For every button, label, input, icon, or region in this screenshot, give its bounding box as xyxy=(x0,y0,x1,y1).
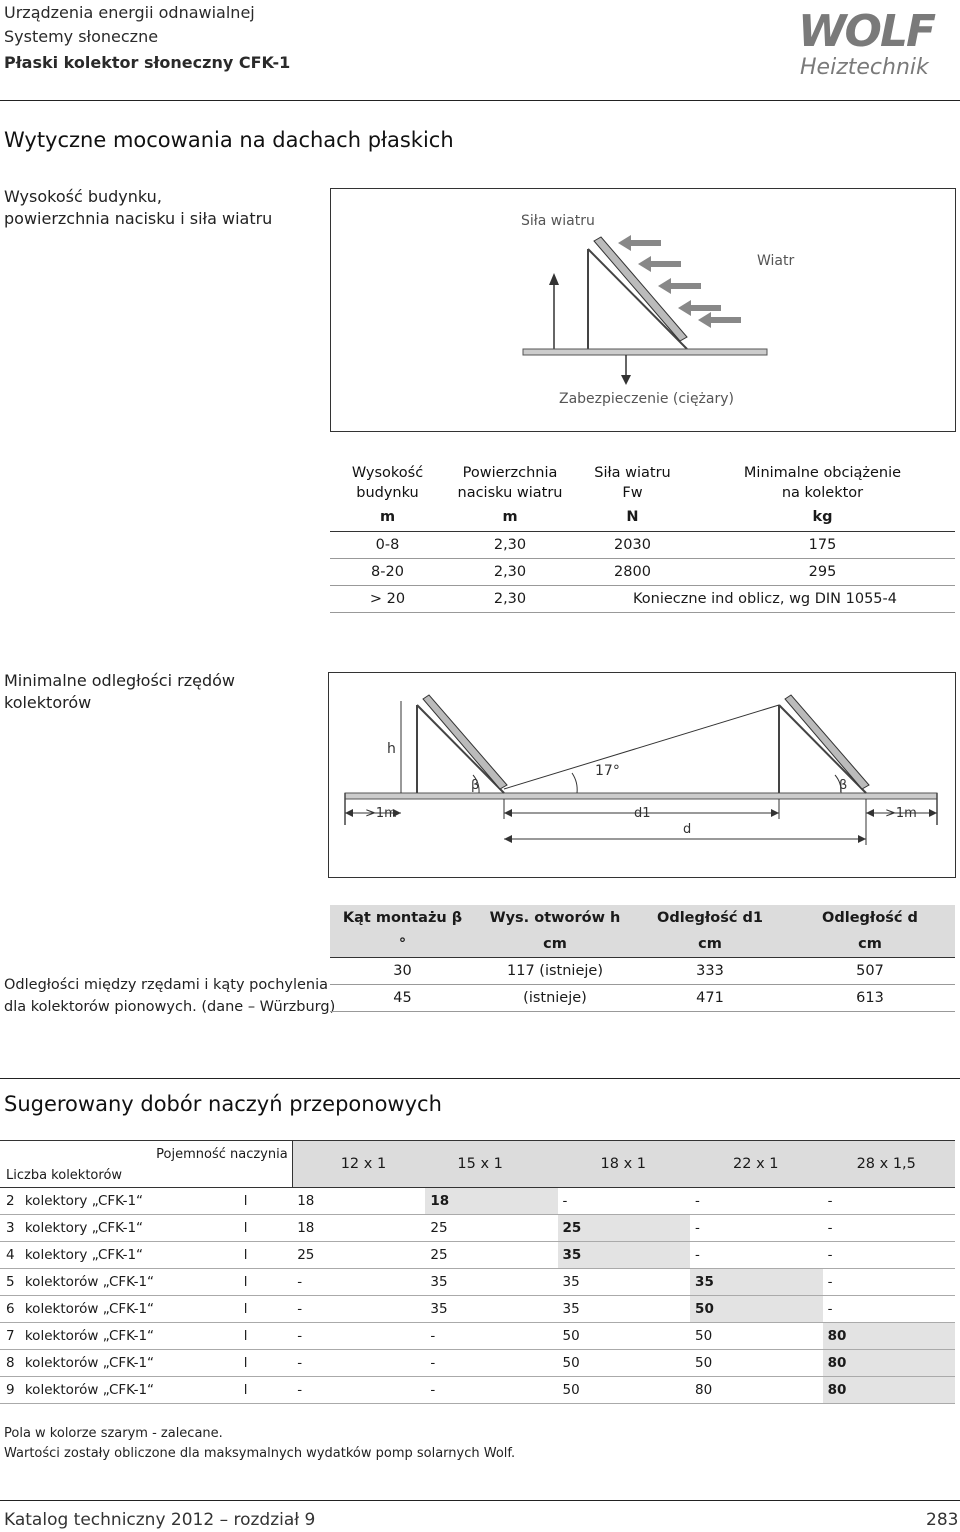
vessel-cell: - xyxy=(558,1188,691,1215)
recommended-vessel-cell: 35 xyxy=(690,1269,823,1296)
collector-label: kolektorów „CFK-1“ xyxy=(19,1296,244,1323)
vessel-cell: - xyxy=(425,1377,557,1404)
vessel-cell: 50 xyxy=(690,1350,823,1377)
vessel-cell: 25 xyxy=(425,1215,557,1242)
collector-label: kolektorów „CFK-1“ xyxy=(19,1323,244,1350)
wolf-logo xyxy=(796,4,956,78)
section2-subtitle-1: Minimalne odległości rzędów xyxy=(4,671,235,690)
logo-tagline: Heiztechnik xyxy=(800,55,929,78)
vessel-corner-cell xyxy=(0,1141,292,1188)
wind-force-label: Siła wiatru xyxy=(521,213,595,229)
vessel-note-1: Pola w kolorze szarym - zalecane. xyxy=(4,1426,223,1441)
vessel-count-header: Liczba kolektorów xyxy=(6,1168,123,1183)
vessel-cell: - xyxy=(690,1242,823,1269)
unit-label: l xyxy=(244,1242,292,1269)
section1-subtitle-2: powierzchnia nacisku i siła wiatru xyxy=(4,209,273,228)
d1-label: d1 xyxy=(634,806,651,821)
vessel-cell: 35 xyxy=(425,1269,557,1296)
table-row xyxy=(0,1215,955,1242)
beta-label: β xyxy=(471,778,480,793)
collector-count: 9 xyxy=(0,1377,19,1404)
unit-label: l xyxy=(244,1377,292,1404)
page-number: 283 xyxy=(926,1510,959,1530)
footer-catalog: Katalog techniczny 2012 – rozdział 9 xyxy=(4,1510,316,1530)
unit-label: l xyxy=(244,1323,292,1350)
collector-count: 2 xyxy=(0,1188,19,1215)
collector-count: 8 xyxy=(0,1350,19,1377)
recommended-vessel-cell: 80 xyxy=(823,1323,955,1350)
collector-label: kolektorów „CFK-1“ xyxy=(19,1350,244,1377)
vessel-cell: - xyxy=(292,1350,425,1377)
collector-count: 6 xyxy=(0,1296,19,1323)
table-row: 30 117 (istnieje) 333 507 xyxy=(330,958,955,985)
unit-label: l xyxy=(244,1269,292,1296)
gap-right-label: >1m xyxy=(885,806,917,821)
section3-title: Sugerowany dobór naczyń przeponowych xyxy=(4,1092,442,1116)
wind-col-3-header: Siła wiatru Fw xyxy=(594,465,671,501)
shadow-angle-label: 17° xyxy=(595,763,620,779)
section1-subtitle-1: Wysokość budynku, xyxy=(4,187,162,206)
collector-label: kolektorów „CFK-1“ xyxy=(19,1269,244,1296)
wind-col-2-header: Powierzchnia nacisku wiatru xyxy=(457,465,563,501)
collector-count: 7 xyxy=(0,1323,19,1350)
vessel-table: Pojemność naczynia Liczba kolektorów 12 x 1 15 x 1 18 x 1 22 x 1 28 x 1,5 2 kolektory „CFK-1“ l 18 18 - - - 3 kolektory „CFK-1“ l 18 25 25 - - 4 kolektory „CFK-1“ l 25 25 35 - - 5 kolektorów „CFK-1“ l - 35 35 35 - 6 kolektorów „CFK-1“ l - 35 35 50 - 7 kolektorów „CFK-1“ l - - 50 50 80 8 kolektorów „CFK-1“ l - - 50 50 80 9 kolektorów „CFK-1“ l - - 50 80 80 xyxy=(0,1140,955,1404)
unit-label: l xyxy=(244,1296,292,1323)
footer-rule xyxy=(0,1500,960,1501)
collector-label: kolektorów „CFK-1“ xyxy=(19,1377,244,1404)
vessel-cell: - xyxy=(292,1296,425,1323)
table-row xyxy=(0,1296,955,1323)
wind-unit: kg xyxy=(690,503,955,532)
recommended-vessel-cell: 80 xyxy=(823,1350,955,1377)
height-label: h xyxy=(387,741,396,757)
collector-count: 3 xyxy=(0,1215,19,1242)
vessel-cell: 50 xyxy=(690,1323,823,1350)
header-line-1: Urządzenia energii odnawialnej xyxy=(4,3,255,22)
vessel-cell: 18 xyxy=(292,1188,425,1215)
collector-count: 4 xyxy=(0,1242,19,1269)
vessel-cell: - xyxy=(823,1269,955,1296)
table-row xyxy=(0,1323,955,1350)
collector-count: 5 xyxy=(0,1269,19,1296)
recommended-vessel-cell: 80 xyxy=(823,1377,955,1404)
header-line-3: Płaski kolektor słoneczny CFK-1 xyxy=(4,53,291,72)
wind-label: Wiatr xyxy=(757,253,795,269)
collector-label: kolektory „CFK-1“ xyxy=(19,1242,244,1269)
vessel-cell: 35 xyxy=(558,1269,691,1296)
row-distance-note-2: dla kolektorów pionowych. (dane – Würzburg) xyxy=(4,999,336,1015)
vessel-cell: - xyxy=(292,1323,425,1350)
row-distance-diagram xyxy=(328,672,956,878)
row-distance-table: Kąt montażu β Wys. otworów h Odległość d1 Odległość d ° cm cm cm 30 117 (istnieje) 333 507 45 (istnieje) 471 613 xyxy=(330,905,955,1012)
gap-left-label: >1m xyxy=(365,806,397,821)
vessel-cell: 25 xyxy=(292,1242,425,1269)
vessel-cell: 35 xyxy=(558,1296,691,1323)
recommended-vessel-cell: 25 xyxy=(558,1215,691,1242)
collector-label: kolektory „CFK-1“ xyxy=(19,1215,244,1242)
table-row xyxy=(0,1377,955,1404)
recommended-vessel-cell: 50 xyxy=(690,1296,823,1323)
vessel-cell: 50 xyxy=(558,1323,691,1350)
recommended-vessel-cell: 35 xyxy=(558,1242,691,1269)
vessel-cell: 25 xyxy=(425,1242,557,1269)
vessel-cell: - xyxy=(823,1296,955,1323)
header-line-2: Systemy słoneczne xyxy=(4,27,159,46)
vessel-cell: 80 xyxy=(690,1377,823,1404)
section1-title: Wytyczne mocowania na dachach płaskich xyxy=(4,128,454,152)
logo-wordmark: WOLF xyxy=(798,6,935,57)
vessel-cell: - xyxy=(823,1188,955,1215)
unit-label: l xyxy=(244,1350,292,1377)
vessel-cell: 18 xyxy=(292,1215,425,1242)
section2-subtitle-2: kolektorów xyxy=(4,693,92,712)
vessel-cell: - xyxy=(425,1350,557,1377)
table-row: > 20 2,30 Konieczne ind oblicz, wg DIN 1055-4 xyxy=(330,586,955,613)
vessel-note-2: Wartości zostały obliczone dla maksymalnych wydatków pomp solarnych Wolf. xyxy=(4,1446,516,1461)
header-rule xyxy=(0,100,960,101)
section-rule xyxy=(0,1078,960,1079)
table-row xyxy=(0,1188,955,1215)
vessel-cell: 50 xyxy=(558,1377,691,1404)
wind-unit: m xyxy=(330,503,445,532)
table-row xyxy=(0,1350,955,1377)
table-row xyxy=(0,1269,955,1296)
vessel-cell: 35 xyxy=(425,1296,557,1323)
vessel-cell: - xyxy=(823,1242,955,1269)
ballast-label: Zabezpieczenie (ciężary) xyxy=(559,391,734,407)
wind-col-1-header: Wysokość budynku xyxy=(351,465,424,501)
beta-label: β xyxy=(839,778,848,793)
wind-unit: m xyxy=(445,503,575,532)
vessel-cell: - xyxy=(690,1215,823,1242)
vessel-capacity-header: Pojemność naczynia xyxy=(156,1147,288,1162)
vessel-cell: 50 xyxy=(558,1350,691,1377)
table-row: 45 (istnieje) 471 613 xyxy=(330,985,955,1012)
wind-col-4-header: Minimalne obciążenie na kolektor xyxy=(743,465,902,501)
unit-label: l xyxy=(244,1215,292,1242)
vessel-cell: - xyxy=(292,1377,425,1404)
vessel-cell: - xyxy=(425,1323,557,1350)
vessel-cell: - xyxy=(292,1269,425,1296)
wind-unit: N xyxy=(575,503,690,532)
vessel-cell: - xyxy=(823,1215,955,1242)
recommended-vessel-cell: 18 xyxy=(425,1188,557,1215)
vessel-cell: - xyxy=(690,1188,823,1215)
wind-diagram xyxy=(330,188,956,432)
row-distance-note-1: Odległości między rzędami i kąty pochylenia xyxy=(4,977,329,993)
table-row: 8-20 2,30 2800 295 xyxy=(330,559,955,586)
wind-load-table xyxy=(330,463,955,613)
d-label: d xyxy=(683,822,692,837)
unit-label: l xyxy=(244,1188,292,1215)
table-row xyxy=(0,1242,955,1269)
collector-label: kolektory „CFK-1“ xyxy=(19,1188,244,1215)
table-row: 0-8 2,30 2030 175 xyxy=(330,532,955,559)
